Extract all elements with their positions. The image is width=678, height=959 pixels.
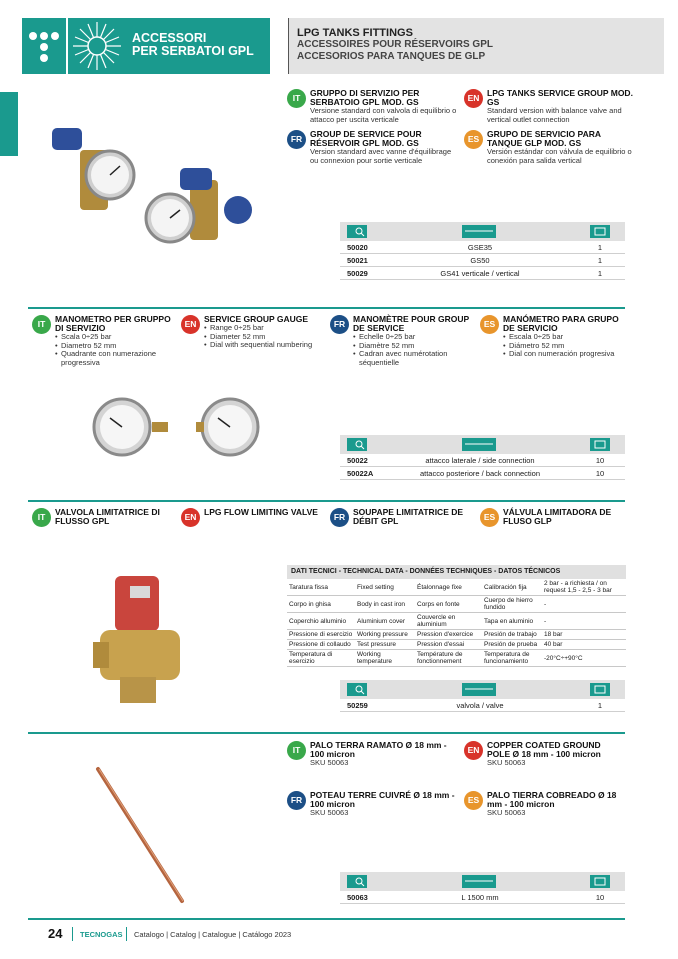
section4-fr-sku: SKU 50063 [310, 808, 349, 817]
it-badge: IT [32, 315, 51, 334]
section2-en-title: SERVICE GROUP GAUGE [204, 314, 309, 324]
product-qty: 1 [597, 243, 603, 252]
section2-es [480, 315, 628, 359]
side-tab-marker [0, 92, 18, 156]
table-header [340, 435, 625, 454]
section3-it [32, 508, 177, 526]
technical-data-title: DATI TECNICI - TECHNICAL DATA - DONNÉES TECHNIQUES - DATOS TÉCNICOS [287, 565, 626, 579]
section1-en-title: LPG TANKS SERVICE GROUP MOD. GS [487, 88, 633, 107]
section2-it-title: MANOMETRO PER GRUPPO DI SERVIZIO [55, 314, 171, 333]
product-code: 50259 [347, 701, 368, 710]
tech-cell: 40 bar [544, 641, 563, 648]
code-search-icon [347, 875, 367, 888]
table-header [340, 222, 625, 241]
it-badge: IT [32, 508, 51, 527]
es-badge: ES [480, 315, 499, 334]
spec-item: • Cadran avec numérotation séquentielle [353, 350, 478, 367]
section1-es-desc: Versión estándar con válvula de equilibrio o conexión para salida vertical [487, 147, 632, 165]
spec-item: • Quadrante con numerazione progressiva [55, 350, 177, 367]
en-badge: EN [464, 89, 483, 108]
table-header [340, 680, 625, 699]
tech-cell: Temperatura di esercizio [289, 651, 333, 665]
product-code: 50029 [347, 269, 368, 278]
table-row [287, 596, 626, 613]
tech-cell: Température de fonctionnement [417, 651, 463, 665]
category-title [126, 18, 270, 74]
tech-cell: Working pressure [357, 631, 408, 638]
section2-en [181, 315, 326, 350]
ground-pole-product-image [90, 765, 190, 905]
tech-cell: Cuerpo de hierro fundido [484, 597, 533, 611]
section4-es [464, 791, 624, 818]
tech-cell: Taratura fissa [289, 583, 329, 591]
tech-cell: 2 bar - a richiesta / on request 1,5 - 2,5 - 3 bar [544, 580, 612, 594]
spec-item: • Diamètre 52 mm [353, 342, 478, 351]
page-title-fr: ACCESSOIRES POUR RÉSERVOIRS GPL [297, 39, 493, 50]
category-title-line2: PER SERBATOI GPL [132, 44, 254, 58]
es-badge: ES [480, 508, 499, 527]
section1-fr-desc: Version standard avec vanne d'équilibrage ou connexion pour sortie verticale [310, 147, 452, 165]
tech-cell: Corpo in ghisa [289, 600, 331, 608]
package-quantity-icon [590, 225, 610, 238]
product-desc: GS50 [470, 256, 490, 265]
tech-cell: Pression d'exercice [417, 631, 474, 638]
fr-badge: FR [330, 508, 349, 527]
product-code: 50063 [347, 893, 368, 902]
footer-brand: TECNOGAS [80, 930, 123, 939]
product-desc: GS41 verticale / vertical [440, 269, 520, 278]
product-code: 50021 [347, 256, 368, 265]
section4-en-sku: SKU 50063 [487, 758, 526, 767]
pressure-gauge-product-image [90, 392, 270, 462]
section3-fr [330, 508, 478, 526]
section1-fr-title: GROUP DE SERVICE POUR RÉSERVOIR GPL MOD. GS [310, 129, 422, 148]
package-quantity-icon [590, 875, 610, 888]
product-qty: 10 [595, 456, 605, 465]
tech-cell: -20°C÷+90°C [544, 654, 583, 662]
section1-fr [287, 130, 457, 165]
section3-en [181, 507, 326, 522]
tech-cell: Étalonnage fixe [417, 583, 462, 591]
table-row [340, 241, 625, 254]
tech-cell: Test pressure [357, 641, 397, 648]
product-code: 50022A [347, 469, 374, 478]
section4-fr [287, 791, 457, 818]
section3-en-title: LPG FLOW LIMITING VALVE [204, 507, 318, 517]
measure-ruler-icon [462, 875, 496, 888]
fr-badge: FR [287, 130, 306, 149]
product-desc: attacco laterale / side connection [425, 456, 535, 465]
tech-cell: Aluminium cover [357, 617, 406, 625]
spec-item: • Dial with sequential numbering [204, 341, 326, 350]
section1-en [464, 89, 634, 124]
table-row [340, 699, 625, 712]
section4-fr-title: POTEAU TERRE CUIVRÉ Ø 18 mm - 100 micron [310, 790, 455, 809]
category-sunburst-icon [68, 18, 126, 74]
es-badge: ES [464, 791, 483, 810]
table-row [340, 254, 625, 267]
section3-table [340, 680, 625, 712]
page-number: 24 [48, 926, 63, 941]
section1-it-title: GRUPPO DI SERVIZIO PER SERBATOIO GPL MOD. GS [310, 88, 420, 107]
footer-divider [126, 927, 127, 941]
page-title-en: LPG TANKS FITTINGS [297, 27, 413, 39]
section2-fr [330, 315, 478, 367]
tech-cell: Coperchio alluminio [289, 617, 347, 625]
section1-es-title: GRUPO DE SERVICIO PARA TANQUE GLP MOD. GS [487, 129, 601, 148]
product-desc: GSE35 [467, 243, 493, 252]
page-title-block [288, 18, 664, 74]
technical-data-table [287, 565, 626, 667]
product-qty: 1 [597, 269, 603, 278]
section4-es-sku: SKU 50063 [487, 808, 526, 817]
section3-es-title: VÁLVULA LIMITADORA DE FLUSO GLP [503, 507, 612, 526]
spec-item: • Dial con numeración progresiva [503, 350, 628, 359]
code-search-icon [347, 225, 367, 238]
tech-cell: Pression d'essai [417, 641, 465, 648]
tech-cell: Working temperature [357, 651, 393, 665]
section2-es-specs [503, 333, 628, 359]
section-divider [28, 918, 625, 920]
service-group-product-image [40, 120, 280, 260]
product-desc: attacco posteriore / back connection [419, 469, 541, 478]
tech-cell: Tapa en aluminio [484, 617, 534, 625]
section2-es-title: MANÓMETRO PARA GRUPO DE SERVICIO [503, 314, 619, 333]
en-badge: EN [181, 508, 200, 527]
section4-table [340, 872, 625, 904]
spec-item: • Diametro 52 mm [55, 342, 177, 351]
tech-cell: Couvercle en aluminium [417, 614, 456, 628]
section2-it-specs [55, 333, 177, 367]
section2-table [340, 435, 625, 480]
es-badge: ES [464, 130, 483, 149]
table-row [340, 467, 625, 480]
spec-item: • Diameter 52 mm [204, 333, 326, 342]
table-row [287, 640, 626, 650]
section-divider [28, 732, 625, 734]
table-row [287, 579, 626, 596]
spec-item: • Scala 0÷25 bar [55, 333, 177, 342]
measure-ruler-icon [462, 438, 496, 451]
table-row [340, 454, 625, 467]
section4-en-title: COPPER COATED GROUND POLE Ø 18 mm - 100 micron [487, 740, 601, 759]
fr-badge: FR [287, 791, 306, 810]
tech-cell: Presión de trabajo [484, 631, 537, 638]
section2-fr-specs [353, 333, 478, 367]
section3-it-title: VALVOLA LIMITATRICE DI FLUSSO GPL [55, 507, 160, 526]
section2-it [32, 315, 177, 367]
product-qty: 10 [595, 469, 605, 478]
section4-es-title: PALO TIERRA COBREADO Ø 18 mm - 100 micron [487, 790, 617, 809]
product-qty: 1 [597, 701, 603, 710]
section2-fr-title: MANOMÈTRE POUR GROUP DE SERVICE [353, 314, 470, 333]
section4-it-title: PALO TERRA RAMATO Ø 18 mm - 100 micron [310, 740, 447, 759]
table-row [287, 613, 626, 630]
product-qty: 10 [595, 893, 605, 902]
measure-ruler-icon [462, 683, 496, 696]
section-divider [28, 307, 625, 309]
section2-en-specs [204, 324, 326, 350]
table-row [340, 267, 625, 280]
section4-en [464, 741, 624, 768]
it-badge: IT [287, 89, 306, 108]
spec-item: • Echelle 0÷25 bar [353, 333, 478, 342]
section4-it-sku: SKU 50063 [310, 758, 349, 767]
tech-cell: Calibración fija [484, 583, 527, 591]
page-title-es: ACCESORIOS PARA TANQUES DE GLP [297, 51, 486, 62]
brand-logo [22, 18, 66, 74]
measure-ruler-icon [462, 225, 496, 238]
flow-limiting-valve-product-image [90, 572, 190, 707]
en-badge: EN [181, 315, 200, 334]
page-footer [28, 925, 628, 945]
footer-catalog-text: Catalogo | Catalog | Catalogue | Catálogo 2023 [134, 930, 292, 939]
table-row [340, 891, 625, 904]
tech-cell: - [544, 617, 547, 625]
footer-divider [72, 927, 73, 941]
en-badge: EN [464, 741, 483, 760]
section-divider [28, 500, 625, 502]
product-code: 50020 [347, 243, 368, 252]
section1-en-desc: Standard version with balance valve and vertical outlet connection [487, 106, 622, 124]
table-row [287, 650, 626, 667]
code-search-icon [347, 438, 367, 451]
fr-badge: FR [330, 315, 349, 334]
tech-cell: Corps en fonte [417, 600, 460, 608]
product-desc: L 1500 mm [461, 893, 499, 902]
tech-cell: Body in cast iron [357, 600, 406, 608]
product-desc: valvola / valve [456, 701, 504, 710]
tech-cell: Pressione di collaudo [289, 641, 351, 648]
tech-cell: Temperatura de funcionamiento [484, 651, 530, 665]
tech-cell: Pressione di esercizio [289, 631, 353, 638]
section1-it-desc: Versione standard con valvola di equilibrio o attacco per uscita verticale [310, 106, 457, 124]
product-code: 50022 [347, 456, 368, 465]
section1-it [287, 89, 457, 124]
section4-it [287, 741, 457, 768]
category-title-line1: ACCESSORI [132, 31, 207, 45]
tech-cell: - [544, 600, 547, 608]
spec-item: • Escala 0÷25 bar [503, 333, 628, 342]
tech-cell: Presión de prueba [484, 641, 538, 648]
table-row [287, 630, 626, 640]
package-quantity-icon [590, 683, 610, 696]
it-badge: IT [287, 741, 306, 760]
code-search-icon [347, 683, 367, 696]
table-header [340, 872, 625, 891]
tech-cell: 18 bar [544, 631, 563, 638]
tech-cell: Fixed setting [357, 583, 394, 591]
spec-item: • Range 0÷25 bar [204, 324, 326, 333]
section3-es [480, 508, 628, 526]
section1-table [340, 222, 625, 280]
tecnogas-logo-icon [22, 18, 66, 74]
section1-es [464, 130, 634, 165]
product-qty: 1 [597, 256, 603, 265]
spec-item: • Diámetro 52 mm [503, 342, 628, 351]
section3-fr-title: SOUPAPE LIMITATRICE DE DÉBIT GPL [353, 507, 464, 526]
package-quantity-icon [590, 438, 610, 451]
